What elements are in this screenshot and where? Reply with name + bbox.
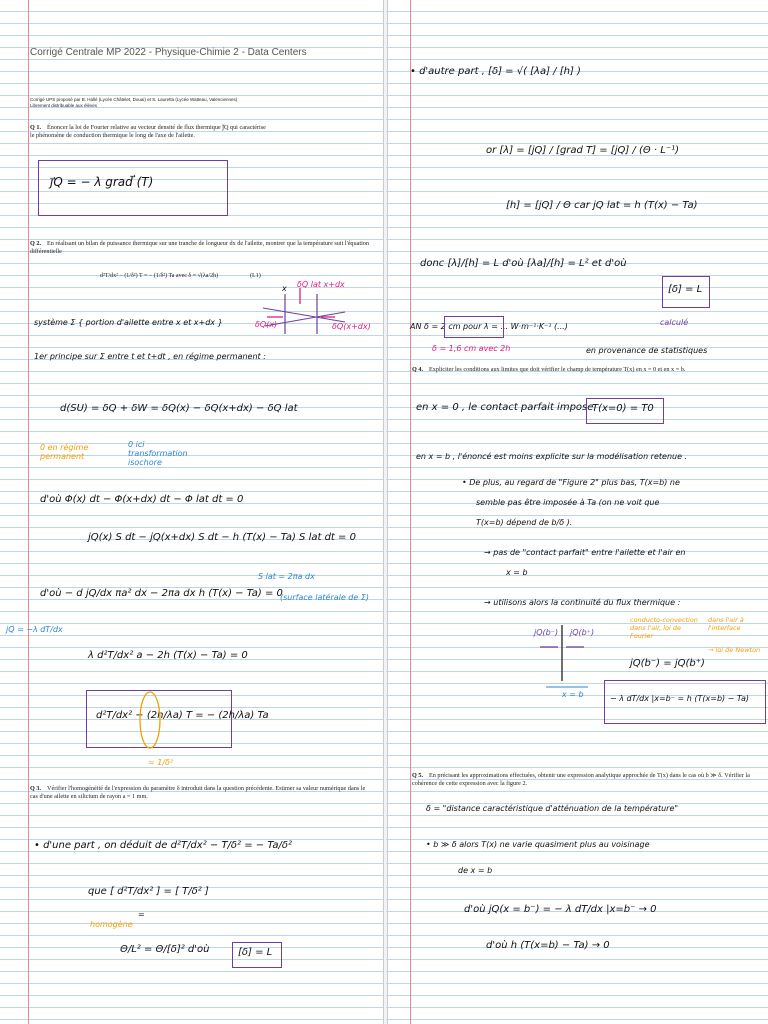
hw-temperature-to-ta: d'où h (T(x=b) − Ta) → 0 bbox=[486, 940, 610, 951]
hw-no-contact: → pas de "contact parfait" entre l'ailette et l'air en bbox=[484, 548, 686, 557]
question-4 bbox=[412, 366, 752, 374]
hw-flux-continuity: → utilisons alors la continuité du flux thermique : bbox=[484, 598, 681, 607]
label-x-equals-b: x = b bbox=[562, 690, 584, 699]
flux-in-label: δQ(x) bbox=[255, 320, 278, 329]
hw-delta-L: [δ] = L bbox=[668, 284, 703, 295]
orange-highlight-circle bbox=[138, 690, 162, 760]
note-zero-steady: 0 en régime permanent bbox=[40, 443, 89, 461]
question-number: Q 1. bbox=[30, 124, 42, 131]
hw-homogeneity-line2: que [ d²T/dx² ] = [ T/δ² ] bbox=[88, 886, 209, 897]
right-column bbox=[386, 0, 768, 1024]
hw-jq-line: jQ(x) S dt − jQ(x+dx) S dt − h (T(x) − Ta) S lat dt = 0 bbox=[88, 532, 356, 543]
hw-no-contact-xb: x = b bbox=[506, 568, 528, 577]
question-5 bbox=[412, 772, 752, 788]
question-text: En réalisant un bilan de puissance thermique sur une tranche de longueur dx de l'ailette, montrer que la température suit l'équation différentielle bbox=[30, 240, 369, 255]
hw-near-xb: de x = b bbox=[458, 866, 493, 875]
note-fourier: jQ = −λ dT/dx bbox=[6, 625, 63, 634]
hw-flux-equality: jQ(b⁻) = jQ(b⁺) bbox=[630, 658, 705, 669]
hw-bc-x0: en x = 0 , le contact parfait impose bbox=[416, 402, 594, 413]
handwritten-fourier-law: j⃗Q = − λ grad⃗ (T) bbox=[50, 175, 154, 189]
hw-b-much-greater: • b ≫ δ alors T(x) ne varie quasiment plus au voisinage bbox=[426, 840, 650, 849]
margin-line bbox=[28, 0, 29, 1024]
hw-boxed-ode: d²T/dx² − (2h/λa) T = − (2h/λa) Ta bbox=[96, 710, 269, 721]
hw-bc-xb: en x = b , l'énoncé est moins explicite sur la modélisation retenue . bbox=[416, 452, 688, 461]
note-lateral-surface: (surface latérale de Σ) bbox=[280, 593, 370, 602]
question-text: Énoncer la loi de Fourier relative au vecteur densité de flux thermique j⃗Q qui caractérise le phénomène de conduction thermique le long de l'axe de l'ailette. bbox=[30, 124, 266, 139]
margin-line bbox=[410, 0, 411, 1024]
flux-x-label: x bbox=[282, 284, 287, 293]
hw-delta-formula: • d'autre part , [δ] = √( [λa] / [h] ) bbox=[410, 66, 581, 77]
question-2 bbox=[30, 240, 370, 256]
note-calculated: calculé bbox=[660, 318, 689, 327]
hw-energy-balance: d(SU) = δQ + δW = δQ(x) − δQ(x+dx) − δQ lat bbox=[60, 403, 298, 414]
credits-line: Corrigé UPS proposé par B. Hallé (Lycée Châtelet, Douai) et S. Lauretta (Lycée Watteau, Valenciennes) bbox=[30, 97, 238, 102]
hw-bc-x0-value: T(x=0) = T0 bbox=[592, 403, 654, 414]
hw-homogeneity-line3: Θ/L² = Θ/[δ]² d'où bbox=[120, 944, 210, 955]
hw-bc-xb-value: − λ dT/dx |x=b⁻ = h (T(x=b) − Ta) bbox=[610, 694, 749, 703]
hw-h-dimension: [h] = [jQ] / Θ car jQ lat = h (T(x) − Ta) bbox=[506, 200, 698, 211]
hw-first-principle: 1er principe sur Σ entre t et t+dt , en régime permanent : bbox=[34, 352, 266, 361]
note-isochore: 0 ici transformation isochore bbox=[128, 440, 188, 467]
hw-ratio-line: donc [λ]/[h] = L d'où [λa]/[h] = L² et d'où bbox=[420, 258, 627, 269]
question-1 bbox=[30, 124, 270, 140]
hw-figure2-line1: • De plus, au regard de "Figure 2" plus bas, T(x=b) ne bbox=[462, 478, 680, 487]
label-jq-plus: jQ(b⁺) bbox=[570, 628, 595, 637]
hw-numeric-application: AN δ = 2 cm pour λ = ... W·m⁻¹·K⁻¹ (...) bbox=[410, 322, 568, 331]
note-slat: S lat = 2πa dx bbox=[258, 572, 315, 581]
hw-figure2-line2: semble pas être imposée à Ta (on ne voit que bbox=[476, 498, 660, 507]
hw-second-order-line: λ d²T/dx² a − 2h (T(x) − Ta) = 0 bbox=[88, 650, 248, 661]
question-number: Q 4. bbox=[412, 366, 424, 373]
question-number: Q 3. bbox=[30, 785, 42, 792]
note-one-over-delta2: = 1/δ² bbox=[148, 758, 174, 767]
label-jq-minus: jQ(b⁻) bbox=[534, 628, 559, 637]
hw-flux-to-zero: d'où jQ(x = b⁻) = − λ dT/dx |x=b⁻ → 0 bbox=[464, 904, 657, 915]
hw-delta-dimension: [δ] = L bbox=[238, 947, 273, 958]
note-statistics: en provenance de statistiques bbox=[586, 346, 708, 355]
hw-figure2-line3: T(x=b) dépend de b/δ ). bbox=[476, 518, 573, 527]
answer-box-delta-value bbox=[444, 316, 504, 338]
hw-lambda-dimension: or [λ] = [jQ] / [grad T] = [jQ] / (Θ · L⁻¹) bbox=[486, 145, 680, 156]
note-delta-2h: δ = 1,6 cm avec 2h bbox=[432, 344, 511, 353]
note-newton-law: → loi de Newton bbox=[708, 646, 761, 654]
credits bbox=[30, 97, 270, 109]
hw-flux-line: d'où Φ(x) dt − Φ(x+dx) dt − Φ lat dt = 0 bbox=[40, 494, 244, 505]
credits-line: Librement distribuable aux élèves bbox=[30, 103, 98, 108]
question-text: Expliciter les conditions aux limites que doit vérifier le champ de température T(x) en x = 0 et en x = b. bbox=[429, 366, 686, 373]
question-text: En précisant les approximations effectuées, obtenir une expression analytique approchée de T(x) dans le cas où b ≫ δ. Vérifier la cohérence de cette expression avec la figure 2. bbox=[412, 772, 750, 787]
document-title: Corrigé Centrale MP 2022 - Physique-Chimie 2 - Data Centers bbox=[30, 47, 307, 58]
equation-I1: d²T/dx² − (1/δ²) T = − (1/δ²) Ta avec δ = √(λa/2h) bbox=[100, 273, 219, 279]
hw-homogeneity-line1: • d'une part , on déduit de d²T/dx² − T/δ² = − Ta/δ² bbox=[34, 840, 293, 851]
flux-out-label: δQ(x+dx) bbox=[332, 322, 371, 331]
hw-equals: = bbox=[138, 910, 145, 919]
equation-number: (I.1) bbox=[250, 272, 261, 279]
flux-lateral-label: δQ lat x+dx bbox=[297, 280, 345, 289]
question-3 bbox=[30, 785, 370, 801]
hw-system: système Σ { portion d'ailette entre x et x+dx } bbox=[34, 318, 223, 327]
question-text: Vérifier l'homogénéité de l'expression du paramètre δ introduit dans la question précédente. Estimer sa valeur numérique dans le cas d'une ailette en silicium de rayon a = 1 mm. bbox=[30, 785, 366, 800]
note-interface-air: dans l'air à l'interface bbox=[708, 616, 744, 632]
hw-derivative-line: d'où − d jQ/dx πa² dx − 2πa dx h (T(x) − Ta) = 0 bbox=[40, 588, 283, 599]
note-conducto-convection: conducto-convection dans l'air, loi de Fourier bbox=[630, 616, 698, 640]
question-number: Q 5. bbox=[412, 772, 424, 779]
question-number: Q 2. bbox=[30, 240, 42, 247]
hw-delta-definition: δ = "distance caractéristique d'atténuation de la température" bbox=[426, 804, 679, 813]
flux-sketch bbox=[255, 282, 375, 342]
note-homogeneous: homogène bbox=[90, 920, 133, 929]
